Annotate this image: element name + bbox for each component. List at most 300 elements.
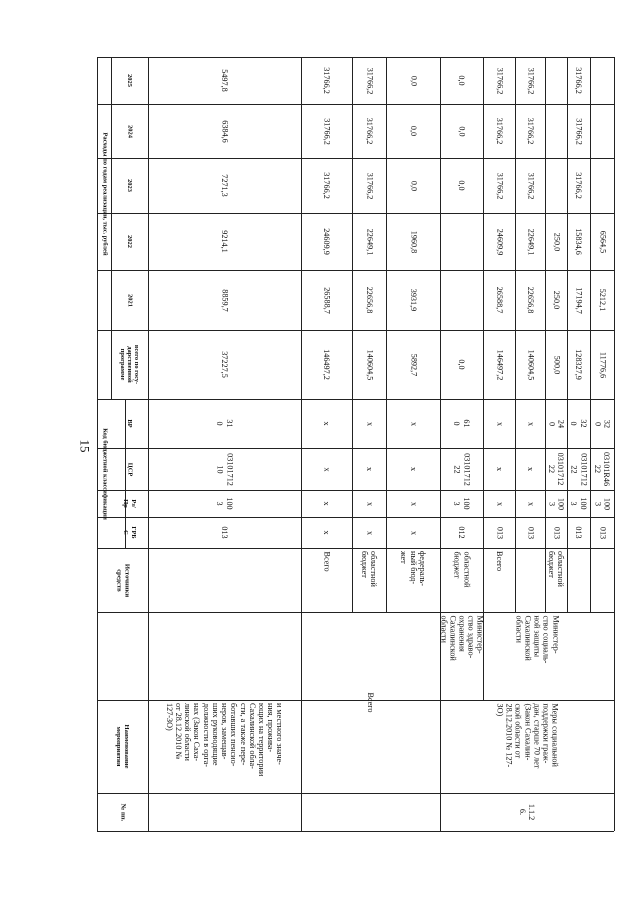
g1-1-grbs: [352, 517, 386, 548]
header-2025-inner: [111, 57, 148, 104]
g3-2-rzpr-inner: [545, 490, 567, 517]
g1-1-y2025-text: 31766,2: [364, 67, 374, 94]
g3-3-grbs: [567, 517, 590, 548]
g3-2-y2025: [545, 57, 567, 104]
g3-2-grbs-inner: [545, 517, 567, 548]
g1-2-src-text: федераль- ный бюд- жет: [399, 551, 427, 586]
g1-2-csr-text: х: [408, 466, 418, 472]
g1-1-csr: [352, 448, 386, 490]
cont-name-text: и местного значе- ния, прожива- ющих на территории Сахалинской обла- сти, а также пере- ботавших пенсио- неров, замещав- ших руководящие должности в орга- нах (Закон Саха- линской области от 28.12.2010 № 127-ЗО): [164, 703, 285, 777]
g3-0-csr-text: х: [494, 466, 504, 472]
g3-1-grbs: [515, 517, 545, 548]
g3-3-grbs-text: 013: [574, 526, 584, 539]
g3-3-y2021-inner: [567, 270, 590, 330]
g1-0-src-inner: [301, 548, 352, 612]
g3-2-src-text: областной бюджет: [547, 551, 566, 587]
g3-4-csr: [590, 448, 614, 490]
g3-1-csr-text: х: [525, 466, 535, 472]
row1-y2025-text: 5497,8: [220, 69, 230, 92]
g1-1-y2023-text: 31766,2: [364, 172, 374, 199]
g3-0-y2021-text: 26588,7: [494, 286, 504, 314]
g3-exec-inner: [483, 612, 590, 700]
g1-0-rzpr-inner: [301, 490, 352, 517]
g2-exec: [440, 612, 483, 700]
row1-csr-inner: [148, 448, 301, 490]
g1-1-vr-inner: [352, 399, 386, 448]
header-csr-inner: [111, 448, 148, 490]
g3-2-y2022-inner: [545, 213, 567, 270]
g2-src-text: областной бюджет: [452, 551, 471, 587]
g3-1-y2024-text: 31766,2: [525, 117, 535, 145]
g1-1-grbs-inner: [352, 517, 386, 548]
g1-1-rzpr: [352, 490, 386, 517]
g3-0-csr: [483, 448, 515, 490]
g3-4-vr-inner: [590, 399, 614, 448]
header-num-inner: [97, 793, 148, 831]
g1-2-y2022-inner: [386, 213, 440, 270]
g2-y2025: [440, 57, 483, 104]
g1-0-y2022-inner: [301, 213, 352, 270]
g1-1-y2021-inner: [352, 270, 386, 330]
g3-0-y2021: [483, 270, 515, 330]
g3-0-y2022-inner: [483, 213, 515, 270]
g3-3-y2023-text: 31766,2: [574, 172, 584, 199]
g3-4-y2021: [590, 270, 614, 330]
row1-y2025: [148, 57, 301, 104]
header-2023: [111, 158, 148, 213]
g3-4-src: [590, 548, 614, 612]
g3-4-y2025: [590, 57, 614, 104]
g1-0-y2023: [301, 158, 352, 213]
g1-0-rzpr: [301, 490, 352, 517]
g3-1-y2022-inner: [515, 213, 545, 270]
g3-3-y2024-inner: [567, 104, 590, 158]
g3-2-src: [545, 548, 567, 612]
g3-4-rzpr-inner: [590, 490, 614, 517]
g3-3-vr: [567, 399, 590, 448]
g1-0-y2023-inner: [301, 158, 352, 213]
page-number: 15: [77, 439, 93, 453]
row1-total: [148, 330, 301, 399]
g3-3-y2024: [567, 104, 590, 158]
g3-3-y2025: [567, 57, 590, 104]
g1-1-vr: [352, 399, 386, 448]
item-num-text: 1.1.2 6.: [518, 803, 537, 821]
g1-1-src-inner: [352, 548, 386, 612]
g3-3-src-inner: [567, 548, 590, 612]
g3-4-total: [590, 330, 614, 399]
item-name: [440, 700, 614, 793]
header-total-inner: [111, 330, 148, 399]
item-num: [440, 793, 614, 831]
header-num-text: № пп.: [119, 803, 127, 821]
g1-2-total-inner: [386, 330, 440, 399]
header-csr-text: ЦСР: [126, 462, 134, 476]
g3-3-y2025-inner: [567, 57, 590, 104]
g1-0-vr-inner: [301, 399, 352, 448]
g1-2-csr-inner: [386, 448, 440, 490]
g1-1-y2021: [352, 270, 386, 330]
g3-0-y2022: [483, 213, 515, 270]
g3-2-rzpr: [545, 490, 567, 517]
g3-3-vr-text: 32 0: [569, 419, 588, 428]
g1-2-rzpr-inner: [386, 490, 440, 517]
g1-1-csr-inner: [352, 448, 386, 490]
g1-1-y2021-text: 22656,8: [364, 286, 374, 314]
header-vr-text: ВР: [126, 419, 134, 428]
g1-2-vr-inner: [386, 399, 440, 448]
header-total-text: всего по госу- дарственной программе: [118, 344, 141, 385]
g1-1-y2022: [352, 213, 386, 270]
g2-y2022: [440, 213, 483, 270]
g3-2-csr-text: 03101712 22: [547, 452, 566, 486]
g3-2-grbs: [545, 517, 567, 548]
g2-y2025-inner: [440, 57, 483, 104]
g1-1-total: [352, 330, 386, 399]
g3-0-y2023: [483, 158, 515, 213]
g3-1-rzpr-text: х: [525, 501, 535, 506]
header-csr: [111, 448, 148, 490]
row1-total-inner: [148, 330, 301, 399]
g1-1-y2025: [352, 57, 386, 104]
g3-2-y2025-inner: [545, 57, 567, 104]
g1-0-grbs: [301, 517, 352, 548]
g3-4-total-text: 11776,6: [597, 351, 607, 378]
g3-0-grbs: [483, 517, 515, 548]
g3-1-y2022-text: 22649,1: [525, 228, 535, 255]
header-grbs-text: ГРБ С: [122, 526, 137, 539]
g1-0-y2024-text: 31766,2: [322, 117, 332, 145]
g1-1-grbs-text: х: [364, 530, 374, 535]
g1-0-src: [301, 548, 352, 612]
g3-3-y2021: [567, 270, 590, 330]
g3-0-rzpr: [483, 490, 515, 517]
header-budget-code-text: Код бюджетной классификации: [100, 427, 108, 520]
header-2025: [111, 57, 148, 104]
g3-1-vr-text: х: [525, 421, 535, 426]
g1-0-vr-text: х: [322, 421, 332, 426]
g3-0-rzpr-inner: [483, 490, 515, 517]
g1-1-total-text: 140604,5: [364, 349, 374, 380]
g1-2-y2021-text: 3931,9: [408, 288, 418, 312]
g3-0-grbs-text: 013: [494, 526, 504, 539]
row1-y2021-inner: [148, 270, 301, 330]
g3-3-src: [567, 548, 590, 612]
g3-0-y2023-inner: [483, 158, 515, 213]
g3-2-y2024: [545, 104, 567, 158]
g1-2-y2021-inner: [386, 270, 440, 330]
header-expenses-text: Расходы по годам реализации, тыс. рублей: [100, 131, 108, 256]
g1-2-y2022-text: 1960,8: [408, 230, 418, 253]
row1-y2023-inner: [148, 158, 301, 213]
g1-0-grbs-text: х: [322, 530, 332, 535]
header-name-inner: [97, 700, 148, 793]
g3-4-y2024: [590, 104, 614, 158]
g1-2-grbs: [386, 517, 440, 548]
g3-3-y2023-inner: [567, 158, 590, 213]
g1-1-src: [352, 548, 386, 612]
vsego-label-text: Всего: [366, 692, 376, 713]
g3-1-rzpr: [515, 490, 545, 517]
g2-y2023: [440, 158, 483, 213]
g2-csr-inner: [440, 448, 483, 490]
header-2021-text: 2021: [126, 293, 134, 307]
g3-3-total-text: 128327,9: [574, 349, 584, 380]
g3-0-total: [483, 330, 515, 399]
g3-exec: [483, 612, 590, 700]
g3-1-y2022: [515, 213, 545, 270]
g3-3-total: [567, 330, 590, 399]
g3-2-y2023-inner: [545, 158, 567, 213]
g1-0-total-text: 146497,2: [322, 349, 332, 380]
g1-1-vr-text: х: [364, 421, 374, 426]
g1-0-y2024-inner: [301, 104, 352, 158]
g1-2-src-inner: [386, 548, 440, 612]
g3-0-y2025: [483, 57, 515, 104]
g3-1-vr: [515, 399, 545, 448]
g3-1-y2024-inner: [515, 104, 545, 158]
g3-1-csr-inner: [515, 448, 545, 490]
vsego-label: [301, 612, 440, 793]
g2-exec-text: Министер- ство здраво- охранения Сахалинской области: [438, 615, 485, 661]
header-rzpr-inner: [111, 490, 148, 517]
g3-0-y2023-text: 31766,2: [494, 172, 504, 199]
g1-0-y2021-text: 26588,7: [322, 286, 332, 314]
g3-2-total-inner: [545, 330, 567, 399]
row1-vr-text: 31 0: [215, 419, 234, 428]
row1-grbs-inner: [148, 517, 301, 548]
g3-4-y2021-text: 5212,1: [597, 288, 607, 312]
row1-y2021-text: 8859,7: [220, 288, 230, 312]
g2-vr-inner: [440, 399, 483, 448]
g1-1-y2023: [352, 158, 386, 213]
g3-2-csr-inner: [545, 448, 567, 490]
header-expenses-inner: [97, 57, 111, 330]
g1-2-y2025-text: 0,0: [408, 75, 418, 86]
g2-exec-inner: [440, 612, 483, 700]
g3-2-y2024-inner: [545, 104, 567, 158]
g3-4-y2022-inner: [590, 213, 614, 270]
g3-3-y2022: [567, 213, 590, 270]
g2-y2024: [440, 104, 483, 158]
header-vr: [111, 399, 148, 448]
g2-vr-text: 61 0: [452, 419, 471, 428]
g1-1-rzpr-inner: [352, 490, 386, 517]
header-2024-inner: [111, 104, 148, 158]
g3-4-total-inner: [590, 330, 614, 399]
header-2023-text: 2023: [126, 179, 134, 192]
g3-3-y2023: [567, 158, 590, 213]
g3-1-grbs-inner: [515, 517, 545, 548]
g3-2-vr-inner: [545, 399, 567, 448]
g3-4-rzpr-text: 100 3: [593, 497, 612, 510]
g3-2-y2021-text: 250,0: [551, 290, 561, 310]
g3-1-y2021-inner: [515, 270, 545, 330]
g3-0-y2025-text: 31766,2: [494, 67, 504, 94]
g3-0-total-inner: [483, 330, 515, 399]
item-name-text: Меры социальной поддержки граж- дан, старше 70 лет (Закон Сахалин- ской области от 28.12.2010 № 127- ЗО): [495, 703, 560, 768]
g3-0-vr-text: х: [494, 421, 504, 426]
g2-src-inner: [440, 548, 483, 612]
g3-3-vr-inner: [567, 399, 590, 448]
g1-2-total: [386, 330, 440, 399]
g3-4-rzpr: [590, 490, 614, 517]
g1-0-y2024: [301, 104, 352, 158]
g3-1-y2021: [515, 270, 545, 330]
row1-csr: [148, 448, 301, 490]
g3-1-y2025-inner: [515, 57, 545, 104]
g2-y2021-inner: [440, 270, 483, 330]
g2-total-text: 0,0: [457, 359, 467, 370]
g1-0-y2021: [301, 270, 352, 330]
g1-1-y2024: [352, 104, 386, 158]
g1-1-y2024-text: 31766,2: [364, 117, 374, 145]
g1-2-y2023-inner: [386, 158, 440, 213]
g3-2-y2022-text: 250,0: [551, 232, 561, 251]
g3-0-y2025-inner: [483, 57, 515, 104]
g3-4-y2023: [590, 158, 614, 213]
g3-1-total-text: 140604,5: [525, 349, 535, 380]
g1-2-y2025: [386, 57, 440, 104]
row1-vr-inner: [148, 399, 301, 448]
header-2024-text: 2024: [126, 124, 134, 138]
row1-csr-text: 03101712 10: [215, 452, 234, 486]
header-name: [97, 700, 148, 793]
g2-rzpr-inner: [440, 490, 483, 517]
row1-y2024-inner: [148, 104, 301, 158]
row1-vr: [148, 399, 301, 448]
g3-0-src-text: Всего: [494, 551, 504, 572]
g3-4-csr-text: 03101R46 22: [593, 451, 612, 487]
g1-2-grbs-text: х: [408, 530, 418, 535]
header-expenses: [97, 57, 111, 330]
row1-rzpr-inner: [148, 490, 301, 517]
g3-1-y2025-text: 31766,2: [525, 67, 535, 94]
g1-2-y2023: [386, 158, 440, 213]
g1-2-y2025-inner: [386, 57, 440, 104]
g3-1-y2021-text: 22656,8: [525, 286, 535, 314]
g1-2-y2023-text: 0,0: [408, 180, 418, 191]
g3-4-src-inner: [590, 548, 614, 612]
row1-y2022: [148, 213, 301, 270]
g3-2-y2023: [545, 158, 567, 213]
g3-1-grbs-text: 013: [525, 526, 535, 539]
g3-0-y2024-inner: [483, 104, 515, 158]
g3-3-csr-text: 03101712 22: [569, 452, 588, 486]
row1-grbs-text: 013: [220, 526, 230, 539]
g2-grbs-text: 012: [457, 526, 467, 539]
header-source-text: Источники средств: [115, 563, 130, 597]
g3-0-y2024: [483, 104, 515, 158]
header-source-inner: [97, 548, 148, 612]
g3-3-y2024-text: 31766,2: [574, 117, 584, 145]
g1-0-y2025: [301, 57, 352, 104]
g1-2-rzpr: [386, 490, 440, 517]
g3-4-vr: [590, 399, 614, 448]
g3-2-total: [545, 330, 567, 399]
g3-4-csr-inner: [590, 448, 614, 490]
g3-2-csr: [545, 448, 567, 490]
g1-2-src: [386, 548, 440, 612]
header-rzpr-text: Рз/ Пр: [122, 499, 137, 508]
g1-0-grbs-inner: [301, 517, 352, 548]
g1-0-y2025-inner: [301, 57, 352, 104]
item-name-inner: [440, 700, 614, 793]
g1-0-csr-inner: [301, 448, 352, 490]
g3-1-total: [515, 330, 545, 399]
header-2021-inner: [111, 270, 148, 330]
g3-2-src-inner: [545, 548, 567, 612]
row1-y2025-inner: [148, 57, 301, 104]
g2-rzpr-text: 100 3: [452, 497, 471, 510]
g1-0-src-text: Всего: [322, 551, 332, 572]
g1-1-total-inner: [352, 330, 386, 399]
g3-4-y2024-inner: [590, 104, 614, 158]
g1-1-y2025-inner: [352, 57, 386, 104]
g3-1-src: [515, 548, 545, 612]
g3-0-y2022-text: 24609,9: [494, 228, 504, 255]
g1-2-y2021: [386, 270, 440, 330]
g3-3-y2021-text: 17194,7: [574, 286, 584, 314]
g3-4-y2022-text: 6564,5: [597, 230, 607, 253]
g1-1-y2023-inner: [352, 158, 386, 213]
g2-y2024-inner: [440, 104, 483, 158]
row1-y2022-text: 9214,1: [220, 230, 230, 253]
g1-2-total-text: 5892,7: [408, 353, 418, 376]
g1-2-vr-text: х: [408, 421, 418, 426]
g3-0-total-text: 146497,2: [494, 349, 504, 380]
g3-0-src-inner: [483, 548, 515, 612]
row1-y2024-text: 6384,6: [220, 119, 230, 143]
g2-vr: [440, 399, 483, 448]
cont-name-inner: [148, 700, 301, 793]
header-2021: [111, 270, 148, 330]
row1-y2023: [148, 158, 301, 213]
g1-0-csr: [301, 448, 352, 490]
g2-csr: [440, 448, 483, 490]
g3-3-y2022-inner: [567, 213, 590, 270]
g1-0-total: [301, 330, 352, 399]
header-grbs-inner: [111, 517, 148, 548]
g3-3-rzpr: [567, 490, 590, 517]
g3-2-rzpr-text: 100 3: [547, 497, 566, 510]
header-2022-text: 2022: [126, 235, 134, 248]
header-name-text: Наименование мероприятия: [115, 724, 130, 769]
g3-1-y2025: [515, 57, 545, 104]
g2-grbs-inner: [440, 517, 483, 548]
header-source: [97, 548, 148, 612]
g3-1-y2023-text: 31766,2: [525, 172, 535, 199]
header-budget-code-inner: [97, 399, 111, 548]
table-rule-h: [97, 831, 614, 832]
g1-0-total-inner: [301, 330, 352, 399]
g3-3-grbs-inner: [567, 517, 590, 548]
g3-3-total-inner: [567, 330, 590, 399]
g3-3-csr-inner: [567, 448, 590, 490]
g1-0-vr: [301, 399, 352, 448]
g3-1-y2023-inner: [515, 158, 545, 213]
g3-0-vr: [483, 399, 515, 448]
g2-y2023-inner: [440, 158, 483, 213]
g1-2-y2024-inner: [386, 104, 440, 158]
g2-rzpr: [440, 490, 483, 517]
g3-4-y2022: [590, 213, 614, 270]
g3-2-y2021: [545, 270, 567, 330]
cont-name: [148, 700, 301, 793]
g1-2-grbs-inner: [386, 517, 440, 548]
g1-2-rzpr-text: х: [408, 501, 418, 506]
g3-2-vr: [545, 399, 567, 448]
